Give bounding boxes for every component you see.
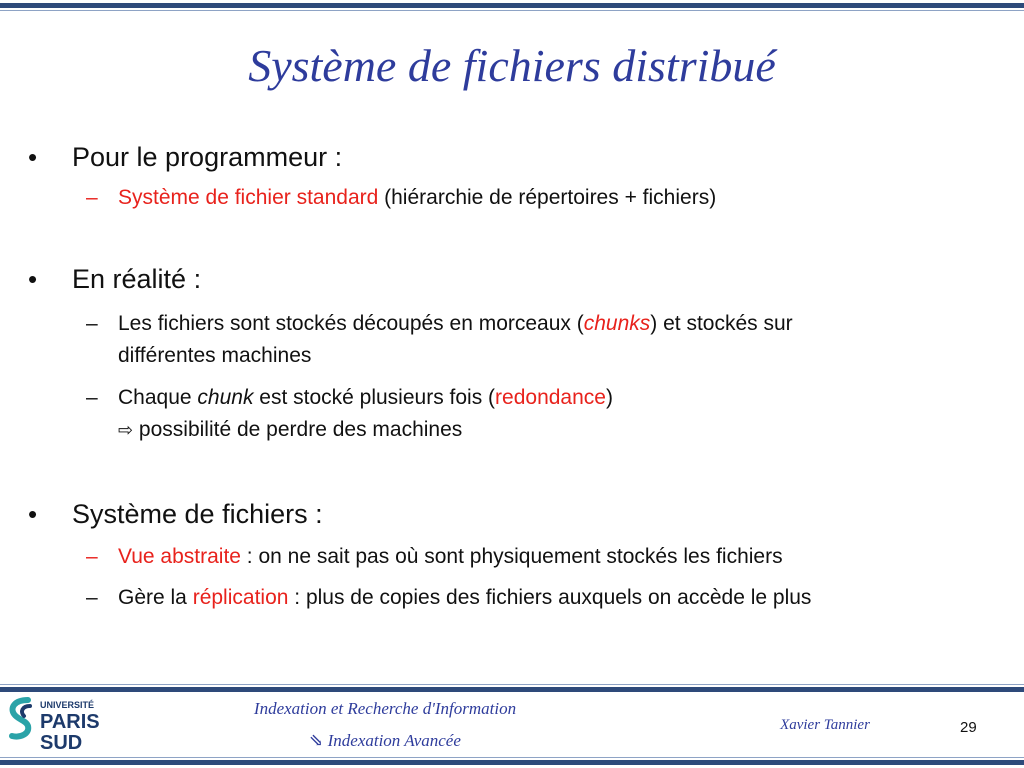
highlight-text: Système de fichier standard xyxy=(118,186,379,209)
sub-3-1 xyxy=(86,541,978,573)
sub-text: ) et stockés sur xyxy=(650,312,793,335)
bullet-dot: • xyxy=(28,499,38,529)
bottom-border xyxy=(0,760,1024,765)
bottom-border-thin xyxy=(0,757,1024,758)
sub-text: Chaque xyxy=(118,386,198,409)
sub-text-line2: possibilité de perdre des machines xyxy=(133,418,463,441)
sub-2-1 xyxy=(86,308,978,372)
highlight-term: chunks xyxy=(583,312,651,335)
footer-author: Xavier Tannier xyxy=(780,717,870,733)
sub-dash: – xyxy=(86,586,98,609)
footer-border-thin xyxy=(0,684,1024,685)
bullet-2 xyxy=(28,262,202,296)
sub-3-2 xyxy=(86,582,978,614)
sub-1-1 xyxy=(86,182,978,214)
sub-text: Gère la xyxy=(118,586,193,609)
sub-2-2 xyxy=(86,382,978,447)
diagonal-arrow-icon: ⇘ xyxy=(309,731,324,750)
highlight-term: redondance xyxy=(495,386,606,409)
bullet-1-text: Pour le programmeur : xyxy=(72,142,343,172)
sub-text: est stocké plusieurs fois ( xyxy=(253,386,496,409)
top-border xyxy=(0,3,1024,8)
sub-text: Les fichiers sont stockés découpés en morceaux ( xyxy=(118,312,584,335)
sub-text: : on ne sait pas où sont physiquement stockés les fichiers xyxy=(240,545,783,568)
italic-term: chunk xyxy=(197,386,254,409)
highlight-term: réplication xyxy=(192,586,289,609)
bullet-3 xyxy=(28,497,323,531)
top-border-thin xyxy=(0,10,1024,11)
sub-text: (hiérarchie de répertoires + fichiers) xyxy=(378,186,717,209)
slide-title: Système de fichiers distribué xyxy=(248,40,776,91)
bullet-3-text: Système de fichiers : xyxy=(72,499,323,529)
sub-dash: – xyxy=(86,386,98,409)
sub-text: ) xyxy=(605,386,613,409)
footer-section xyxy=(200,731,570,751)
universite-paris-sud-logo xyxy=(6,696,116,752)
bullet-dot: • xyxy=(28,142,38,172)
bullet-1 xyxy=(28,140,343,174)
svg-text:UNIVERSITÉ: UNIVERSITÉ xyxy=(40,700,95,710)
footer-section-label: Indexation Avancée xyxy=(327,731,461,750)
sub-text: : plus de copies des fichiers auxquels on accède le plus xyxy=(288,586,812,609)
bullet-dot: • xyxy=(28,264,38,294)
footer-course: Indexation et Recherche d'Information xyxy=(253,699,517,718)
page-number: 29 xyxy=(960,719,977,736)
sub-dash: – xyxy=(86,312,98,335)
footer-border xyxy=(0,687,1024,692)
sub-text-line2: différentes machines xyxy=(118,344,312,367)
bullet-2-text: En réalité : xyxy=(72,264,202,294)
svg-text:SUD: SUD xyxy=(40,732,83,752)
highlight-text: Vue abstraite xyxy=(118,545,241,568)
sub-dash: – xyxy=(86,545,98,568)
svg-text:PARIS: PARIS xyxy=(40,711,100,733)
sub-dash: – xyxy=(86,186,98,209)
arrow-icon: ⇨ xyxy=(118,420,134,441)
